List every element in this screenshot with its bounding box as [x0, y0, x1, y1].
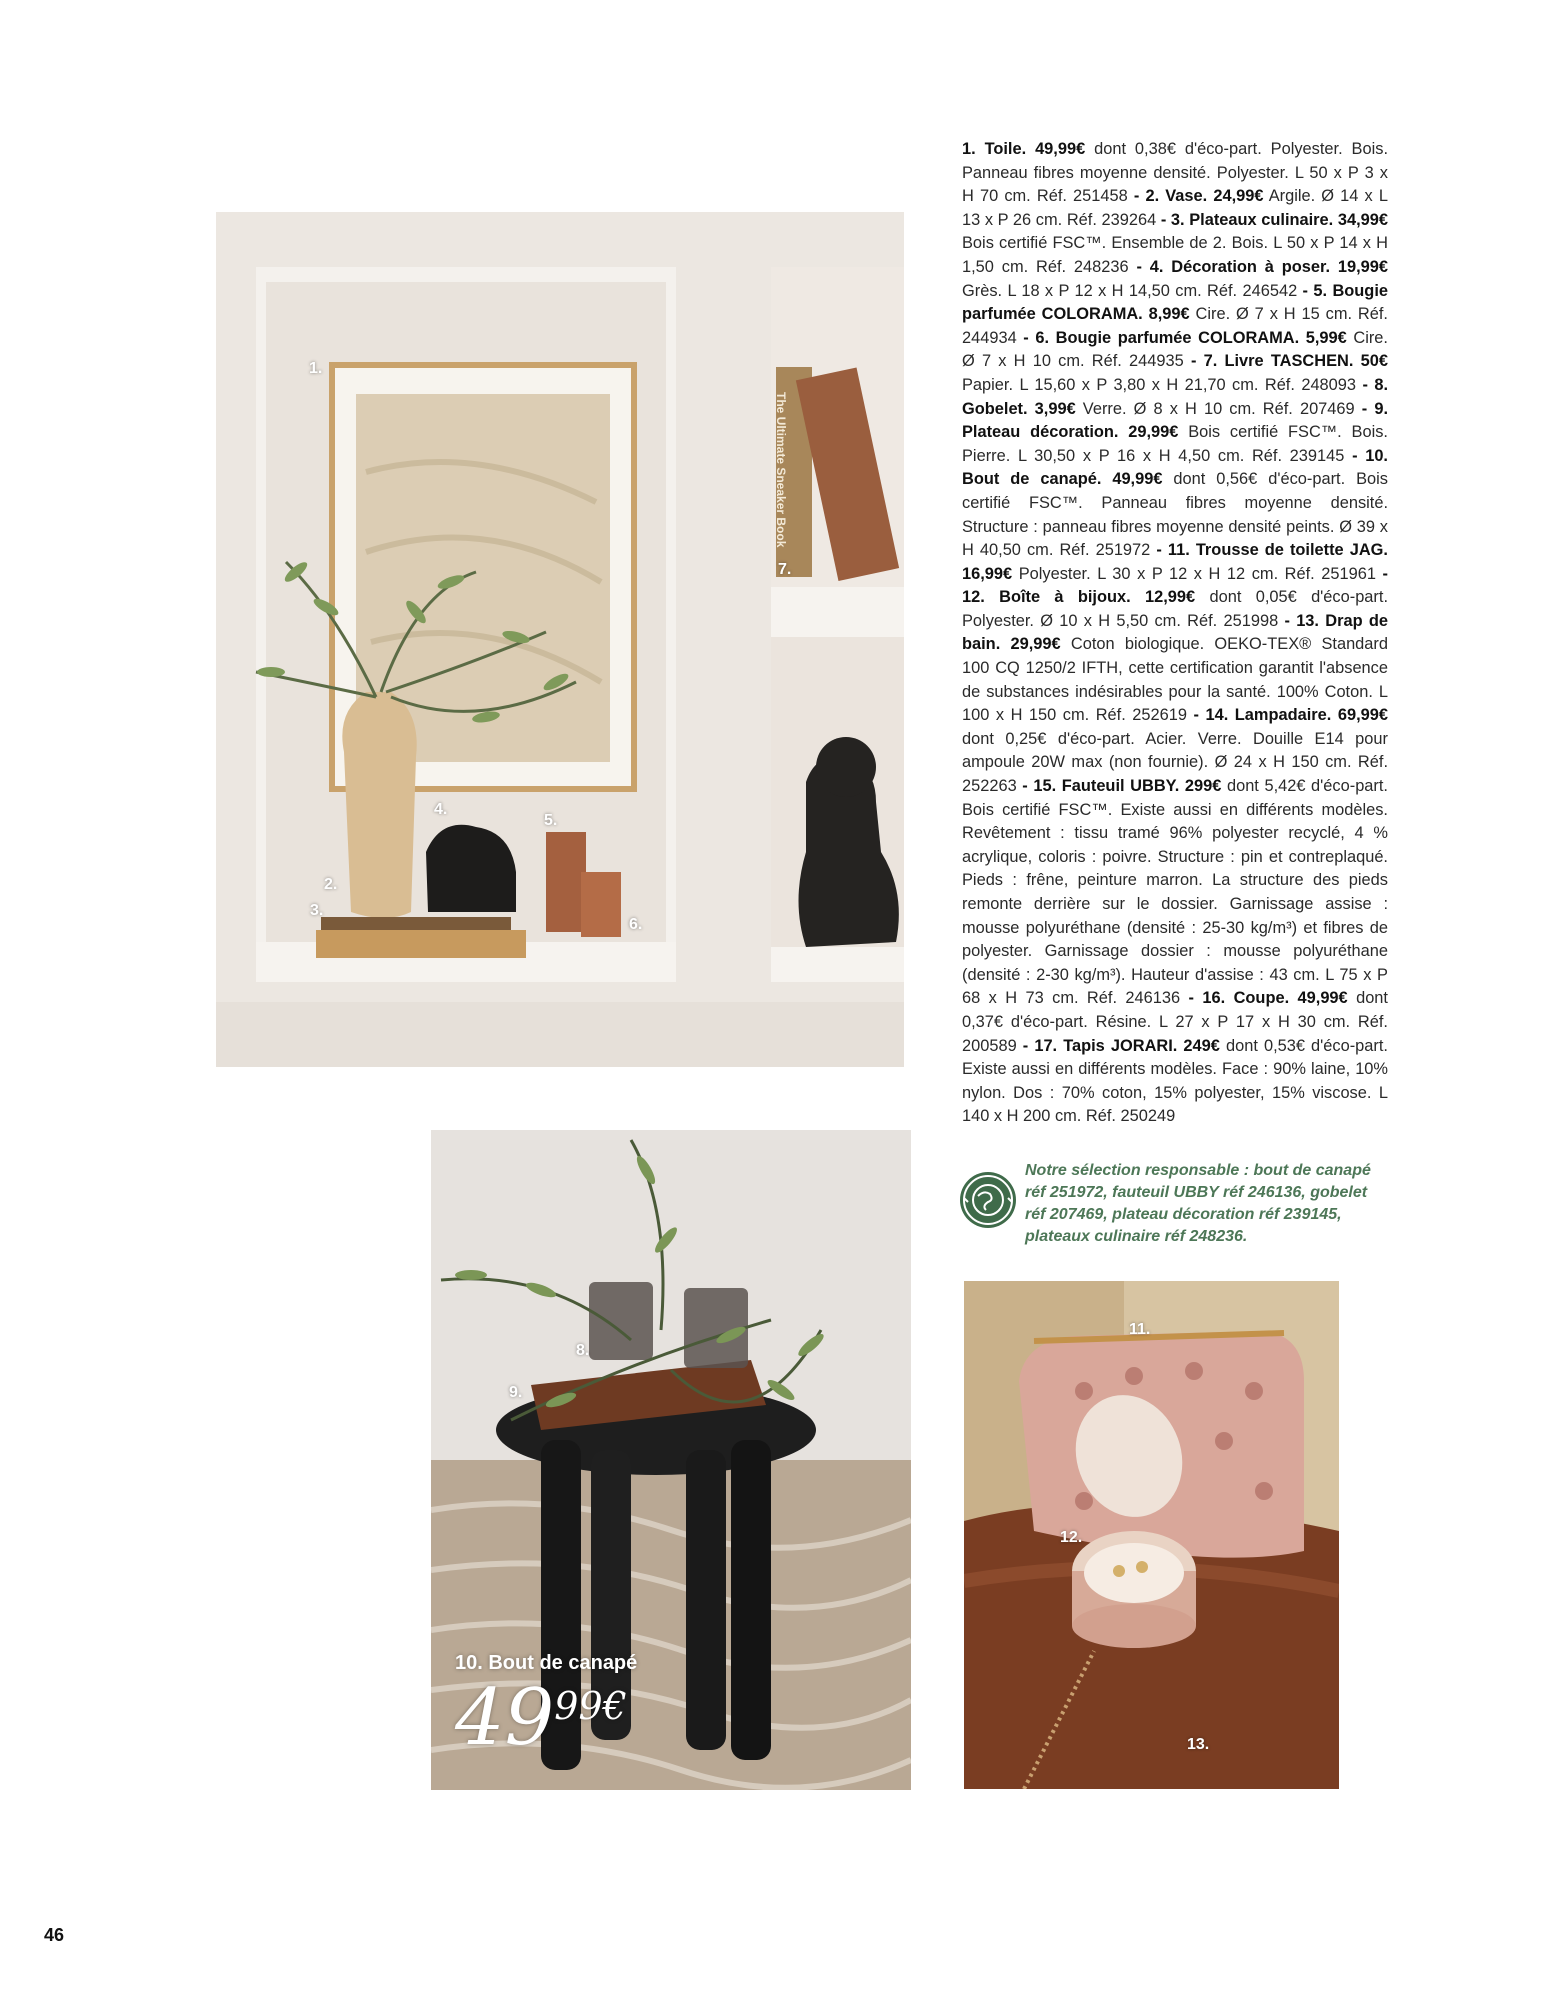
spec-item-details: Coton biologique. OEKO-TEX® Standard 100 CQ 1250/2 IFTH, cette certification garantit l'absence de substances indésirables pour la santé. 100% Coton. L 100 x H 150 cm. Réf. 252619 — [962, 635, 1388, 725]
spec-item-details: Cire. Ø 7 x H 10 cm. Réf. 244935 — [962, 328, 1388, 371]
callout-2: 2. — [324, 876, 338, 893]
spec-separator: - — [1156, 210, 1171, 229]
eco-selection-text: Notre sélection responsable : bout de canapé réf 251972, fauteuil UBBY réf 246136, gobelet réf 207469, plateau décoration réf 239145, plateaux culinaire réf 248236. — [1025, 1162, 1371, 1245]
spec-separator: - — [1344, 446, 1366, 465]
callout-13: 13. — [1187, 1736, 1210, 1753]
spec-item-details: Papier. L 15,60 x P 3,80 x H 21,70 cm. Réf. 248093 — [962, 375, 1357, 394]
spec-separator: - — [1354, 399, 1375, 418]
spec-separator: - — [1128, 257, 1150, 276]
spec-separator: - — [1375, 564, 1388, 583]
spec-item-heading: 16. Coupe. 49,99€ — [1202, 989, 1348, 1008]
spec-separator: - — [1150, 541, 1168, 560]
toiletry-bag-illustration — [964, 1281, 1339, 1789]
spec-item-details: dont 0,56€ d'éco-part. Bois certifié FSC™. Panneau fibres moyenne densité. Structure : panneau fibres moyenne densité peints. Ø 39 x H 40,50 cm. Réf. 251972 — [962, 470, 1388, 560]
callout-12: 12. — [1060, 1529, 1083, 1546]
spec-item-details: Argile. Ø 14 x L 13 x P 26 cm. Réf. 239264 — [962, 187, 1388, 229]
product-specifications — [962, 138, 1388, 1129]
spec-item-heading: 15. Fauteuil UBBY. 299€ — [1033, 777, 1222, 796]
spec-item-details: dont 5,42€ d'éco-part. Bois certifié FSC™. Existe aussi en différents modèles. Revêtement : tissu tramé 96% polyester recyclé, 4 % acrylique, coloris : poivre. Structure : pin et contreplaqué. Pieds : frêne, peinture marron. La structure des pieds remonte derrière sur le dossier. Garnissage assise : mousse polyuréthane (densité : 25-30 kg/m³) et fibres de polyester. Garnissage dossier : mousse polyuréthane (densité : 2-30 kg/m³). Hauteur d'assise : 43 cm. L 75 x P 68 x H 73 cm. Réf. 246136 — [962, 777, 1388, 1008]
spec-separator: - — [1186, 706, 1206, 725]
recycle-globe-icon — [960, 1172, 1016, 1228]
spec-separator: - — [1016, 328, 1036, 347]
spec-item-heading: 3. Plateaux culinaire. 34,99€ — [1170, 210, 1388, 229]
callout-1: 1. — [309, 360, 323, 377]
spec-item-details: Bois certifié FSC™. Bois. Pierre. L 30,50 x P 16 x H 4,50 cm. Réf. 239145 — [962, 423, 1388, 465]
spec-separator: - — [1127, 187, 1146, 206]
callout-9: 9. — [509, 1384, 523, 1401]
spec-item-heading: 11. Trousse de toilette JAG. 16,99€ — [962, 541, 1388, 583]
spec-separator: - — [1297, 281, 1314, 300]
spec-separator: - — [1180, 989, 1203, 1008]
toiletry-bag-photo — [964, 1281, 1339, 1789]
shelf-scene-photo — [216, 212, 904, 1067]
spec-item-heading: 17. Tapis JORARI. 249€ — [1034, 1036, 1220, 1055]
spec-item-details: Verre. Ø 8 x H 10 cm. Réf. 207469 — [1075, 399, 1355, 418]
spec-item-heading: 1. Toile. 49,99€ — [962, 140, 1086, 158]
spec-item-heading: 8. Gobelet. 3,99€ — [962, 375, 1388, 418]
spec-item-details: Polyester. L 30 x P 12 x H 12 cm. Réf. 251961 — [1012, 564, 1376, 583]
spec-item-details: dont 0,05€ d'éco-part. Polyester. Ø 10 x H 5,50 cm. Réf. 251998 — [962, 588, 1388, 630]
spec-separator: - — [1016, 777, 1034, 796]
callout-7: 7. — [778, 561, 792, 578]
callout-6: 6. — [629, 916, 643, 933]
spec-item-details: dont 0,53€ d'éco-part. Existe aussi en différents modèles. Face : 90% laine, 10% nylon. Dos : 70% coton, 15% polyester, 15% viscose. L 140 x H 200 cm. Réf. 250249 — [962, 1036, 1388, 1126]
promo-product-name: 10. Bout de canapé — [455, 1652, 638, 1674]
spec-item-details: dont 0,25€ d'éco-part. Acier. Verre. Douille E14 pour ampoule 20W max (non fournie). Ø 24 x H 150 cm. Réf. 252263 — [962, 729, 1388, 796]
eco-selection-note — [960, 1160, 1390, 1250]
callout-3: 3. — [310, 902, 324, 919]
spec-item-heading: 6. Bougie parfumée COLORAMA. 5,99€ — [1035, 328, 1347, 347]
callout-8: 8. — [576, 1342, 590, 1359]
callout-5: 5. — [544, 812, 558, 829]
callout-4: 4. — [434, 801, 448, 818]
spec-item-details: Bois certifié FSC™. Ensemble de 2. Bois. L 50 x P 14 x H 1,50 cm. Réf. 248236 — [962, 234, 1388, 276]
spec-item-heading: 14. Lampadaire. 69,99€ — [1205, 706, 1388, 725]
spec-item-heading: 4. Décoration à poser. 19,99€ — [1149, 257, 1388, 276]
spec-item-heading: 7. Livre TASCHEN. 50€ — [1203, 352, 1388, 371]
spec-separator: - — [1016, 1036, 1035, 1055]
promo-price-main: 49 — [455, 1673, 555, 1763]
promo-price — [455, 1673, 627, 1763]
spec-item-details: Cire. Ø 7 x H 15 cm. Réf. 244934 — [962, 305, 1388, 347]
book-spine-text: The Ultimate Sneaker Book — [774, 392, 788, 548]
spec-item-heading: 9. Plateau décoration. 29,99€ — [962, 399, 1388, 442]
promo-price-cents: 99€ — [554, 1684, 627, 1728]
shelf-scene-illustration — [216, 212, 904, 1067]
spec-item-details: dont 0,37€ d'éco-part. Résine. L 27 x P 17 x H 30 cm. Réf. 200589 — [962, 989, 1388, 1055]
spec-item-heading: 13. Drap de bain. 29,99€ — [962, 611, 1388, 654]
spec-item-heading: 12. Boîte à bijoux. 12,99€ — [962, 588, 1196, 607]
spec-item-heading: 10. Bout de canapé. 49,99€ — [962, 446, 1388, 489]
spec-item-details: dont 0,38€ d'éco-part. Polyester. Bois. Panneau fibres moyenne densité. Polyester. L 50 x P 3 x H 70 cm. Réf. 251458 — [962, 140, 1388, 206]
spec-separator: - — [1356, 375, 1375, 394]
callout-11: 11. — [1129, 1321, 1151, 1338]
spec-item-details: Grès. L 18 x P 12 x H 14,50 cm. Réf. 246542 — [962, 281, 1298, 300]
spec-separator: - — [1183, 352, 1204, 371]
spec-separator: - — [1278, 611, 1297, 630]
spec-item-heading: 2. Vase. 24,99€ — [1145, 187, 1264, 206]
page-number: 46 — [44, 1925, 65, 1945]
spec-item-heading: 5. Bougie parfumée COLORAMA. 8,99€ — [962, 281, 1388, 324]
